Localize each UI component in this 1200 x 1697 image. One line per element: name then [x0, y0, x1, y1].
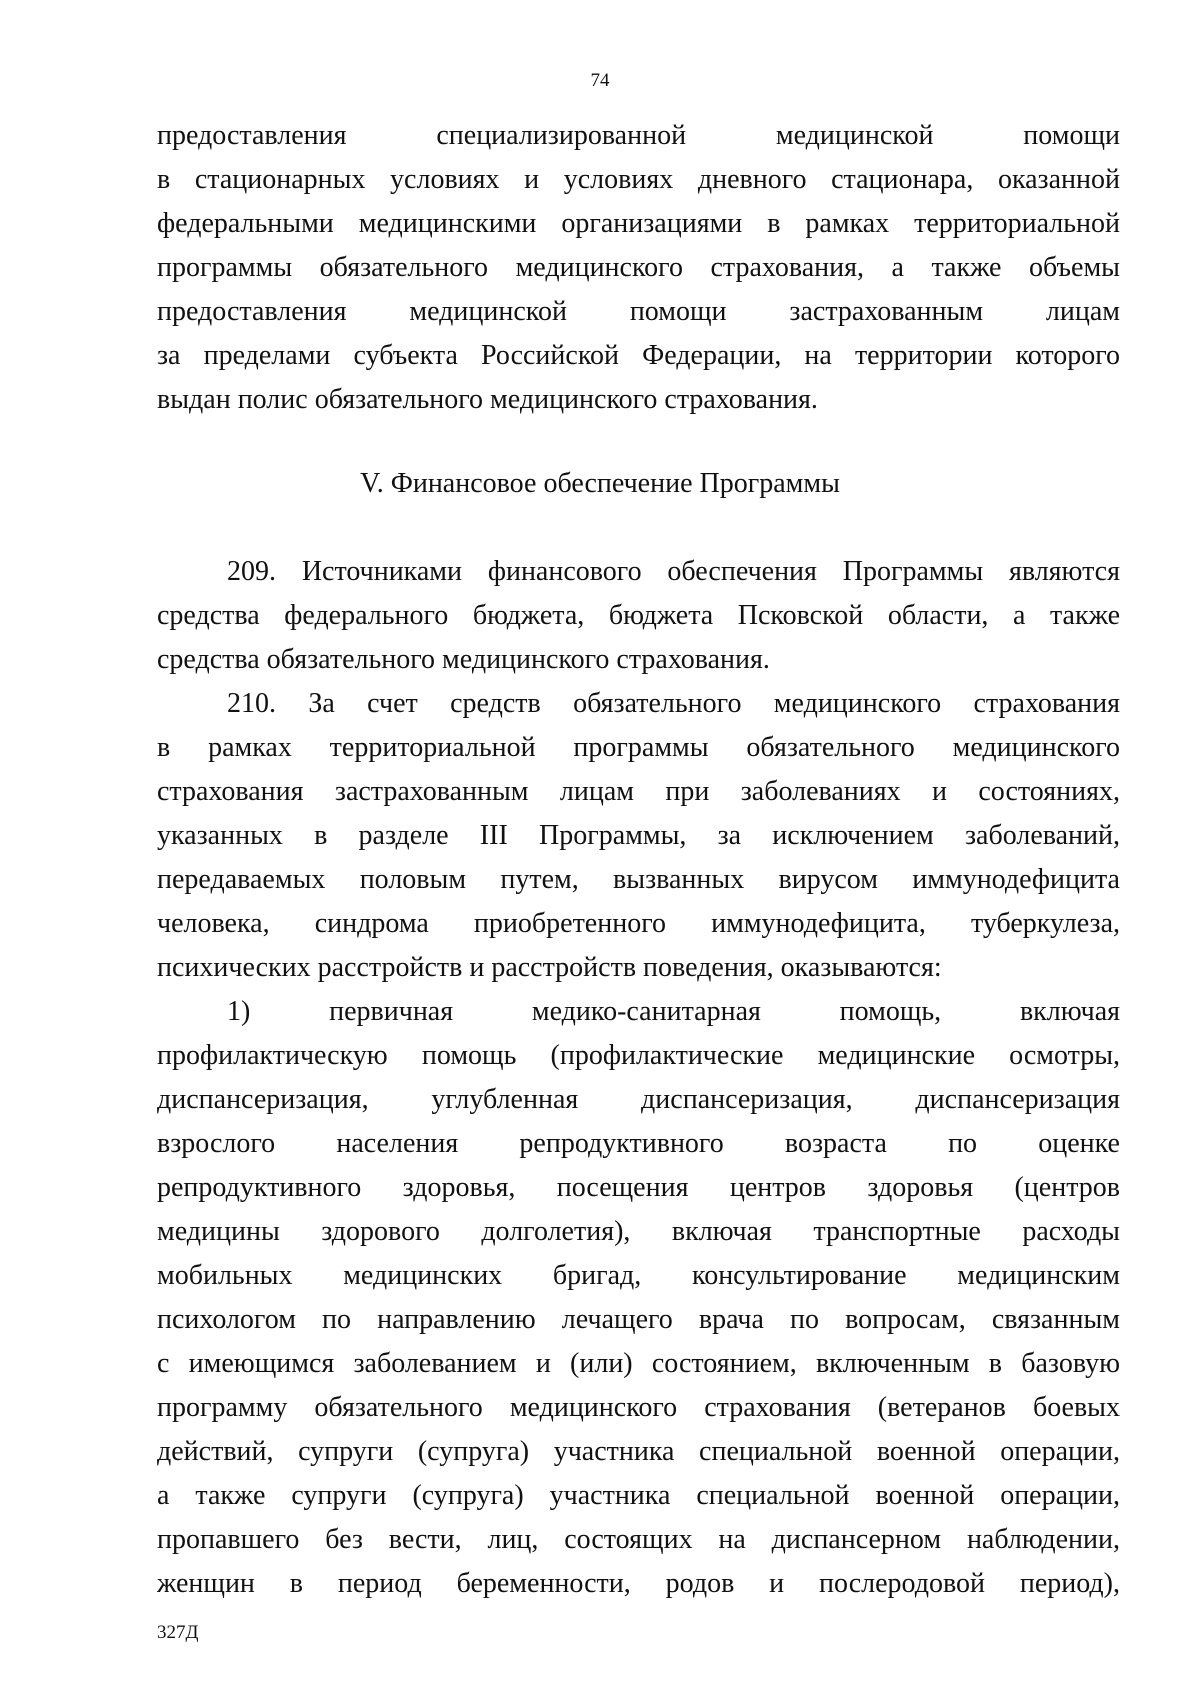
- text-line: предоставления медицинской помощи застрахованным лицам: [157, 296, 1120, 327]
- text-line: предоставления специализированной медицинской помощи: [157, 120, 1120, 151]
- document-code: 327Д: [157, 1622, 199, 1643]
- text-line: психических расстройств и расстройств поведения, оказываются:: [157, 952, 942, 983]
- text-line: за пределами субъекта Российской Федерации, на территории которого: [157, 340, 1120, 371]
- text-line: программу обязательного медицинского страхования (ветеранов боевых: [157, 1392, 1120, 1423]
- text-line: репродуктивного здоровья, посещения центров здоровья (центров: [157, 1172, 1120, 1203]
- text-line: 209. Источниками финансового обеспечения Программы являются: [227, 556, 1120, 587]
- text-line: человека, синдрома приобретенного иммунодефицита, туберкулеза,: [157, 908, 1120, 939]
- text-line: страхования застрахованным лицам при заболеваниях и состояниях,: [157, 776, 1120, 807]
- text-line: в стационарных условиях и условиях дневного стационара, оказанной: [157, 164, 1120, 195]
- text-line: федеральными медицинскими организациями в рамках территориальной: [157, 208, 1120, 239]
- text-line: психологом по направлению лечащего врача по вопросам, связанным: [157, 1304, 1120, 1335]
- text-line: женщин в период беременности, родов и послеродовой период),: [157, 1568, 1120, 1599]
- page-number: 74: [590, 70, 610, 91]
- section-heading: V. Финансовое обеспечение Программы: [360, 468, 840, 499]
- text-line: средства обязательного медицинского страхования.: [157, 644, 770, 675]
- body-text: [157, 550, 1120, 1606]
- text-line: медицины здорового долголетия), включая транспортные расходы: [157, 1216, 1120, 1247]
- text-line: а также супруги (супруга) участника специальной военной операции,: [157, 1480, 1120, 1511]
- text-line: с имеющимся заболеванием и (или) состоянием, включенным в базовую: [157, 1348, 1120, 1379]
- text-line: пропавшего без вести, лиц, состоящих на диспансерном наблюдении,: [157, 1524, 1120, 1555]
- text-line: профилактическую помощь (профилактические медицинские осмотры,: [157, 1040, 1120, 1071]
- text-line: средства федерального бюджета, бюджета Псковской области, а также: [157, 600, 1120, 631]
- text-line: в рамках территориальной программы обязательного медицинского: [157, 732, 1120, 763]
- text-line: 1) первичная медико-санитарная помощь, включая: [227, 996, 1120, 1027]
- paragraph-continuation: [157, 114, 1120, 422]
- list-item-1: [157, 990, 1120, 1606]
- text-line: мобильных медицинских бригад, консультирование медицинским: [157, 1260, 1120, 1291]
- text-line: 210. За счет средств обязательного медицинского страхования: [227, 688, 1120, 719]
- text-line: указанных в разделе III Программы, за исключением заболеваний,: [157, 820, 1120, 851]
- text-line: взрослого населения репродуктивного возраста по оценке: [157, 1128, 1120, 1159]
- text-line: действий, супруги (супруга) участника специальной военной операции,: [157, 1436, 1120, 1467]
- text-line: выдан полис обязательного медицинского страхования.: [157, 384, 818, 415]
- paragraph-210: [157, 682, 1120, 990]
- text-line: диспансеризация, углубленная диспансеризация, диспансеризация: [157, 1084, 1120, 1115]
- text-line: программы обязательного медицинского страхования, а также объемы: [157, 252, 1120, 283]
- text-line: передаваемых половым путем, вызванных вирусом иммунодефицита: [157, 864, 1120, 895]
- paragraph-209: [157, 550, 1120, 682]
